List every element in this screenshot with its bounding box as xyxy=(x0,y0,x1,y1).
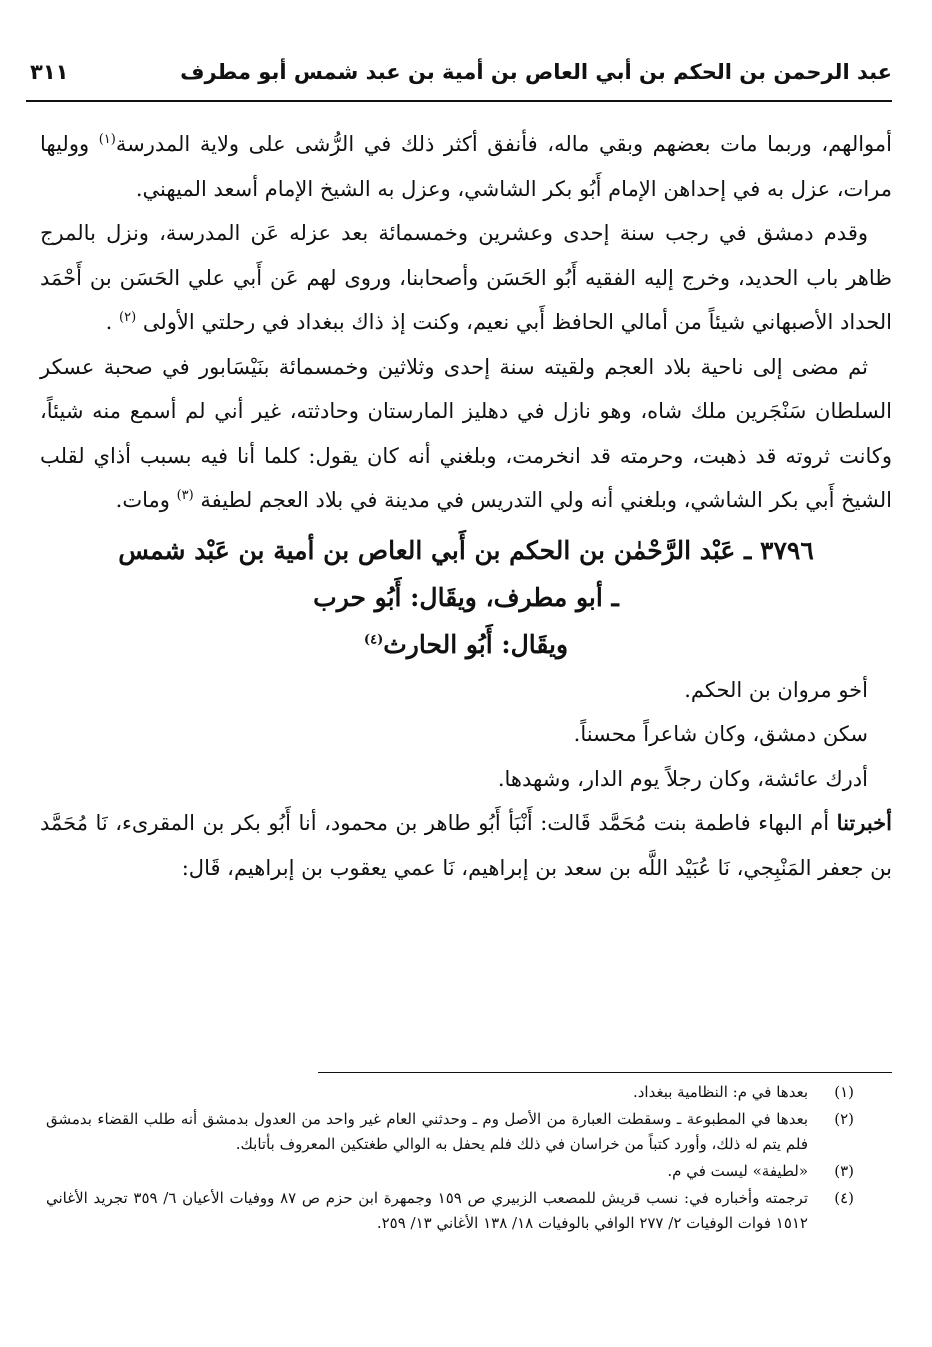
entry-sentence-2: سكن دمشق، وكان شاعراً محسناً. xyxy=(573,722,868,746)
footnote xyxy=(46,1159,854,1184)
footnote-number: (١) xyxy=(834,1083,854,1101)
page-number: ٣١١ xyxy=(30,60,69,84)
footnote-text: «لطيفة» ليست في م. xyxy=(667,1162,808,1180)
footnote-number: (٤) xyxy=(834,1189,854,1207)
isnad-keyword: أخبرتنا xyxy=(836,810,892,835)
page-header xyxy=(26,56,892,102)
isnad-text: أم البهاء فاطمة بنت مُحَمَّد قَالت: أَنْبَأ أَبُو طاهر بن محمود، أنا أَبُو بكر بن المقرىء، نَا مُحَمَّد بن جعفر المَنْبِجي، نَا عُبَيْد اللَّه بن سعد بن إبراهيم، نَا عمي يعقوب بن إبراهيم، قَال: xyxy=(40,811,892,880)
footnote-number: (٢) xyxy=(834,1110,854,1128)
entry-heading xyxy=(40,527,892,668)
footnote xyxy=(46,1186,854,1236)
entry-heading-line-1: ٣٧٩٦ ـ عَبْد الرَّحْمٰن بن الحكم بن أَبي العاص بن أمية بن عَبْد شمس xyxy=(118,535,814,565)
entry-heading-line-3 xyxy=(40,621,892,668)
isnad-paragraph xyxy=(40,801,892,890)
running-title: عبد الرحمن بن الحكم بن أبي العاص بن أمية بن عبد شمس أبو مطرف xyxy=(180,60,892,84)
footnote-ref-3: (٣) xyxy=(176,488,194,503)
footnote-number: (٣) xyxy=(834,1162,854,1180)
entry-heading-line-3-text: ويقَال: أَبُو الحارث xyxy=(383,629,569,659)
paragraph-2 xyxy=(40,211,892,345)
footnote-text: بعدها في م: النظامية ببغداد. xyxy=(632,1083,808,1101)
footnote-ref-1: (١) xyxy=(98,132,116,147)
footnotes xyxy=(46,1080,854,1238)
footnote-ref-4: (٤) xyxy=(363,632,384,648)
paragraph-2-text: وقدم دمشق في رجب سنة إحدى وعشرين وخمسمائة بعد عزله عَن المدرسة، ونزل بالمرج ظاهر باب الحديد، وخرج إليه الفقيه أَبُو الحَسَن وأصحابنا، وروى لهم عَن أَبي علي الحَسَن بن أَحْمَد الحداد الأصبهاني شيئاً من أمالي الحافظ أَبي نعيم، وكنت إذ ذاك ببغداد في رحلتي الأولى xyxy=(40,221,892,334)
footnote-text: بعدها في المطبوعة ـ وسقطت العبارة من الأصل وم ـ وحدثني العام غير واحد من العدول بدمشق أنه طلب القضاء بدمشق فلم يتم له ذلك، وأورد كتباً من خراسان في ذلك فلم يحفل به الوالي طغتكين المعروف بأتابك. xyxy=(46,1110,808,1153)
footnote-ref-2: (٢) xyxy=(119,310,137,325)
entry-sentence-1: أخو مروان بن الحكم. xyxy=(684,677,868,702)
entry-sentence-3: أدرك عائشة، وكان رجلاً يوم الدار، وشهدها. xyxy=(497,766,868,791)
paragraph-1 xyxy=(40,122,892,211)
footnote-divider xyxy=(318,1072,892,1073)
entry-heading-line-2: ـ أبو مطرف، ويقَال: أَبُو حرب xyxy=(313,582,619,612)
footnote xyxy=(46,1080,854,1105)
footnote-text: ترجمته وأخباره في: نسب قريش للمصعب الزبيري ص ١٥٩ وجمهرة ابن حزم ص ٨٧ ووفيات الأعيان ٦/ ٣٥٩ تجريد الأغاني ١٥١٢ فوات الوفيات ٢/ ٢٧٧ الوافي بالوفيات ١٨/ ١٣٨ الأغاني ١٣/ ٢٥٩. xyxy=(46,1189,808,1232)
paragraph-3 xyxy=(40,345,892,523)
paragraph-1-rest: ووليها مرات، عزل به في إحداهن الإمام أَبُو بكر الشاشي، وعزل به الشيخ الإمام أسعد الميهني. xyxy=(40,132,892,201)
paragraph-2-end: . xyxy=(105,310,113,334)
footnote xyxy=(46,1107,854,1157)
main-text xyxy=(40,122,892,890)
paragraph-1-text: أموالهم، وربما مات بعضهم وبقي ماله، فأنفق أكثر ذلك في الرُّشى على ولاية المدرسة xyxy=(115,132,892,156)
paragraph-3-end: ومات. xyxy=(115,488,170,512)
paragraph-3-text: ثم مضى إلى ناحية بلاد العجم ولقيته سنة إحدى وثلاثين وخمسمائة بنَيْسَابور في صحبة عسكر السلطان سَنْجَرين ملك شاه، وهو نازل في دهليز المارستان وحادثته، غير أني لم أسمع منه شيئاً، وكانت ثروته قد ذهبت، وحرمته قد انخرمت، وبلغني أنه كان يقول: كلما أنا فيه بسبب أذاي لقلب الشيخ أَبي بكر الشاشي، وبلغني أنه ولي التدريس في مدينة في بلاد العجم لطيفة xyxy=(40,354,892,512)
